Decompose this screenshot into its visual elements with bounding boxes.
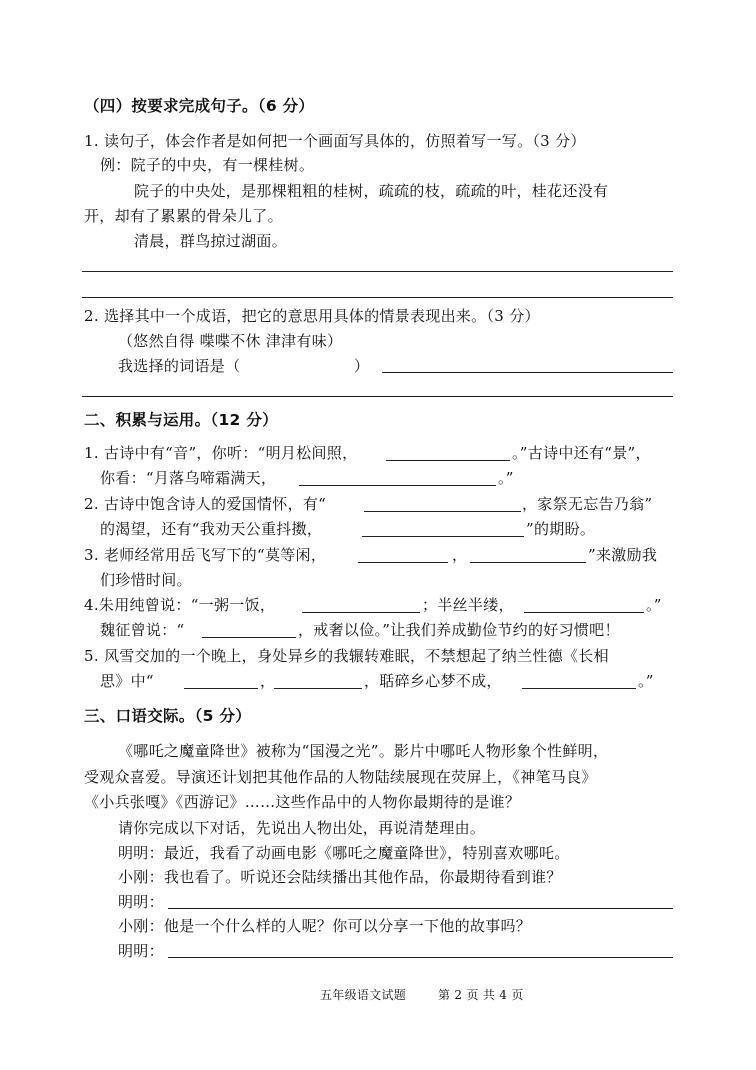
footer-subject: 五年级语文试题 <box>320 988 407 1002</box>
q2-5-part-e: 。” <box>638 672 654 690</box>
q2-4-part-a: 4.朱用纯曾说：“一粥一饭， <box>84 596 276 614</box>
dialogue-line-4: 小刚：他是一个什么样的人呢？你可以分享一下他的故事吗？ <box>118 917 532 935</box>
fill-blank[interactable] <box>358 562 448 563</box>
q2-4-part-e: ，戒奢以俭。”让我们养成勤俭节约的好习惯吧！ <box>298 621 620 639</box>
answer-line[interactable] <box>168 957 673 958</box>
q2-4-part-d: 魏征曾说：“ <box>100 621 185 639</box>
q2-1-part-d: 。” <box>498 469 514 487</box>
q2-1-part-b: 。”古诗中还有“景”， <box>512 444 651 462</box>
q2-2-part-d: ”的期盼。 <box>526 520 596 538</box>
answer-line[interactable] <box>168 908 673 909</box>
q2-4-part-b: ；半丝半缕， <box>422 596 514 614</box>
section-4-heading: （四）按要求完成句子。（6 分） <box>84 97 315 115</box>
dialogue-line-1: 明明：最近，我看了动画电影《哪吒之魔童降世》，特别喜欢哪吒。 <box>118 844 570 862</box>
q4-2-choice-close: ） <box>354 357 370 375</box>
fill-blank[interactable] <box>302 612 420 613</box>
dialogue-line-3: 明明： <box>118 893 164 911</box>
answer-line[interactable] <box>382 372 673 373</box>
q2-3-part-c: ”来激励我 <box>588 546 658 564</box>
q2-3-part-a: 3. 老师经常用岳飞写下的“莫等闲， <box>84 546 327 564</box>
section-2-heading: 二、积累与运用。（12 分） <box>84 411 278 429</box>
q2-5-part-d: ，聒碎乡心梦不成， <box>364 672 502 690</box>
q2-4-part-c: 。” <box>646 596 662 614</box>
fill-blank[interactable] <box>274 688 362 689</box>
q2-5-part-b: 思》中“ <box>100 672 154 690</box>
answer-line[interactable] <box>82 297 673 298</box>
fill-blank[interactable] <box>522 688 636 689</box>
fill-blank[interactable] <box>202 637 296 638</box>
footer-page-number: 第 2 页 共 4 页 <box>438 988 524 1002</box>
fill-blank[interactable] <box>299 485 496 486</box>
q4-1-prompt: 1. 读句子，体会作者是如何把一个画面写具体的，仿照着写一写。（3 分） <box>84 132 586 150</box>
q2-2-part-b: ，家祭无忘告乃翁” <box>522 495 653 513</box>
passage-line-2: 受观众喜爱。导演还计划把其他作品的人物陆续展现在荧屏上，《神笔马良》 <box>84 768 597 786</box>
dialogue-line-2: 小刚：我也看了。听说还会陆续播出其他作品，你最期待看到谁？ <box>118 868 562 886</box>
q4-1-model-line2: 开，却有了累累的骨朵儿了。 <box>84 207 283 225</box>
q4-2-prompt: 2. 选择其中一个成语，把它的意思用具体的情景表现出来。（3 分） <box>84 307 540 325</box>
q2-5-part-a: 5. 风雪交加的一个晚上，身处异乡的我辗转难眠，不禁想起了纳兰性德《长相 <box>84 647 609 665</box>
q2-2-part-c: 的渴望，还有“我劝天公重抖擞， <box>100 520 323 538</box>
answer-line[interactable] <box>82 396 673 397</box>
q2-1-part-c: 你看：“月落乌啼霜满天， <box>100 469 277 487</box>
q2-2-part-a: 2. 古诗中饱含诗人的爱国情怀，有“ <box>84 495 327 513</box>
q4-1-given-sentence: 清晨，群鸟掠过湖面。 <box>134 232 288 250</box>
section-3-heading: 三、口语交际。（5 分） <box>84 707 252 725</box>
q2-5-part-c: ， <box>260 672 276 690</box>
q4-2-choice-label: 我选择的词语是（ <box>118 357 241 375</box>
fill-blank[interactable] <box>184 688 258 689</box>
fill-blank[interactable] <box>362 536 524 537</box>
fill-blank[interactable] <box>470 562 586 563</box>
dialogue-line-5: 明明： <box>118 942 164 960</box>
answer-line[interactable] <box>82 271 673 272</box>
fill-blank[interactable] <box>386 460 510 461</box>
q2-3-part-d: 们珍惜时间。 <box>100 571 192 589</box>
instruction: 请你完成以下对话，先说出人物出处，再说清楚理由。 <box>118 819 486 837</box>
passage-line-3: 《小兵张嘎》《西游记》……这些作品中的人物你最期待的是谁？ <box>84 793 521 811</box>
q4-1-model-line1: 院子的中央处，是那棵粗粗的桂树，疏疏的枝，疏疏的叶，桂花还没有 <box>134 182 609 200</box>
passage-line-1: 《哪吒之魔童降世》被称为“国漫之光”。影片中哪吒人物形象个性鲜明， <box>118 742 609 760</box>
q2-1-part-a: 1. 古诗中有“音”，你听：“明月松间照， <box>84 444 358 462</box>
fill-blank[interactable] <box>524 612 644 613</box>
q2-3-part-b: ， <box>452 546 468 564</box>
q4-2-idiom-options: （悠然自得 喋喋不休 津津有味） <box>118 332 343 350</box>
fill-blank[interactable] <box>364 511 521 512</box>
q4-1-example: 例：院子的中央，有一棵桂树。 <box>100 156 315 174</box>
